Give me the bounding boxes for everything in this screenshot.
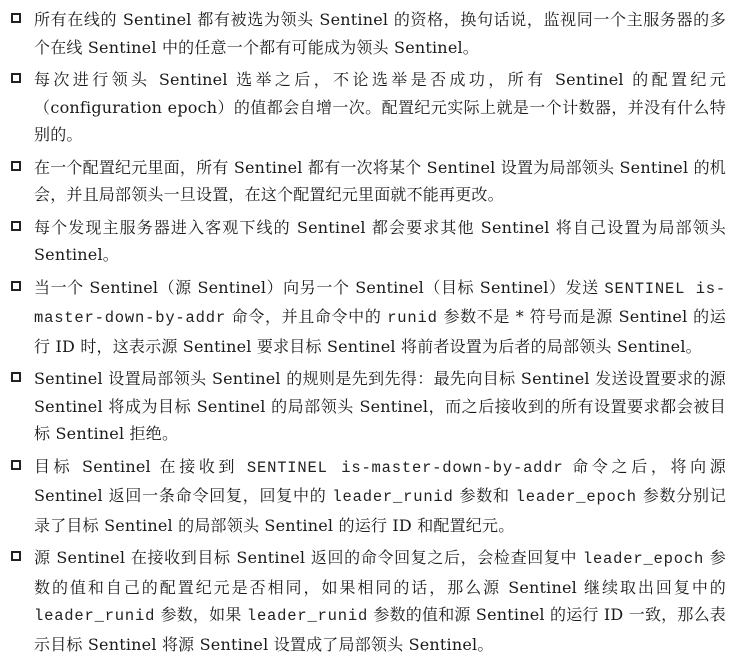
inline-code: leader_runid: [34, 607, 156, 625]
inline-code: leader_runid: [332, 488, 454, 506]
bullet-text: [34, 214, 726, 269]
text-run: 参数分别记录了目标 Sentinel 的局部领头 Sentinel 的运行 ID 和配置纪元。: [34, 486, 726, 535]
bullet-item: [10, 66, 726, 149]
text-run: 每个发现主服务器进入客观下线的 Sentinel 都会要求其他 Sentinel 将自己设置为局部领头 Sentinel。: [34, 217, 726, 264]
bullet-item: [10, 365, 726, 448]
bullet-text: [34, 365, 726, 448]
checkbox-bullet-icon: [11, 221, 21, 231]
text-run: 每次进行领头 Sentinel 选举之后，不论选举是否成功，所有 Sentinel 的配置纪元（configuration epoch）的值都会自增一次。配置纪元实际上就是一个计数器，并没有什么特别的。: [34, 70, 726, 144]
text-run: 参数的值和自己的配置纪元是否相同，如果相同的话，那么源 Sentinel 继续取出回复中的: [34, 548, 726, 597]
bullet-item: [10, 274, 726, 361]
bullet-text: [34, 453, 726, 540]
inline-code: SENTINEL is-master-down-by-addr: [34, 279, 727, 327]
checkbox-bullet-icon: [11, 551, 21, 561]
text-run: 在一个配置纪元里面，所有 Sentinel 都有一次将某个 Sentinel 设置为局部领头 Sentinel 的机会，并且局部领头一旦设置，在这个配置纪元里面就不能再更改。: [34, 157, 726, 204]
inline-code: SENTINEL is-master-down-by-addr: [246, 458, 564, 477]
text-run: 参数的值和源 Sentinel 的运行 ID 一致，那么表示目标 Sentinel 将源 Sentinel 设置成了局部领头 Sentinel。: [34, 605, 726, 654]
bullet-item: [10, 214, 726, 269]
text-run: 命令，并且命令中的: [225, 307, 388, 326]
inline-code: leader_epoch: [582, 550, 705, 568]
bullet-text: [34, 274, 726, 361]
checkbox-bullet-icon: [11, 73, 21, 83]
checkbox-bullet-icon: [11, 460, 21, 470]
bullet-text: [34, 66, 726, 149]
text-run: 所有在线的 Sentinel 都有被选为领头 Sentinel 的资格，换句话说，监视同一个主服务器的多个在线 Sentinel 中的任意一个都有可能成为领头 Sentinel。: [34, 10, 726, 57]
text-run: 目标 Sentinel 在接收到: [34, 456, 247, 476]
text-run: 源 Sentinel 在接收到目标 Sentinel 返回的命令回复之后，会检查回复中: [34, 548, 583, 567]
bullet-list: [10, 6, 726, 658]
checkbox-bullet-icon: [11, 281, 21, 291]
text-run: 命令之后，将向源 Sentinel 返回一条命令回复，回复中的: [34, 456, 726, 505]
bullet-text: [34, 6, 726, 61]
bullet-text: [34, 154, 726, 209]
bullet-item: [10, 154, 726, 209]
bullet-text: [34, 544, 726, 658]
checkbox-bullet-icon: [11, 13, 21, 23]
text-run: 参数和: [453, 486, 516, 505]
inline-code: leader_runid: [246, 607, 369, 625]
bullet-item: [10, 6, 726, 61]
checkbox-bullet-icon: [11, 161, 21, 171]
bullet-item: [10, 453, 726, 540]
text-run: 当一个 Sentinel（源 Sentinel）向另一个 Sentinel（目标 Sentinel）发送: [34, 277, 605, 297]
inline-code: leader_epoch: [515, 488, 637, 506]
checkbox-bullet-icon: [11, 372, 21, 382]
text-run: 参数不是 * 符号而是源 Sentinel 的运行 ID 时，这表示源 Sentinel 要求目标 Sentinel 将前者设置为后者的局部领头 Sentinel。: [34, 307, 726, 356]
inline-code: runid: [387, 309, 438, 327]
text-run: Sentinel 设置局部领头 Sentinel 的规则是先到先得：最先向目标 Sentinel 发送设置要求的源 Sentinel 将成为目标 Sentinel 的局部领头 Sentinel，而之后接收到的所有设置要求都会被目标 Sentinel 拒绝。: [34, 369, 726, 443]
text-run: 参数，如果: [155, 605, 247, 624]
bullet-item: [10, 544, 726, 658]
